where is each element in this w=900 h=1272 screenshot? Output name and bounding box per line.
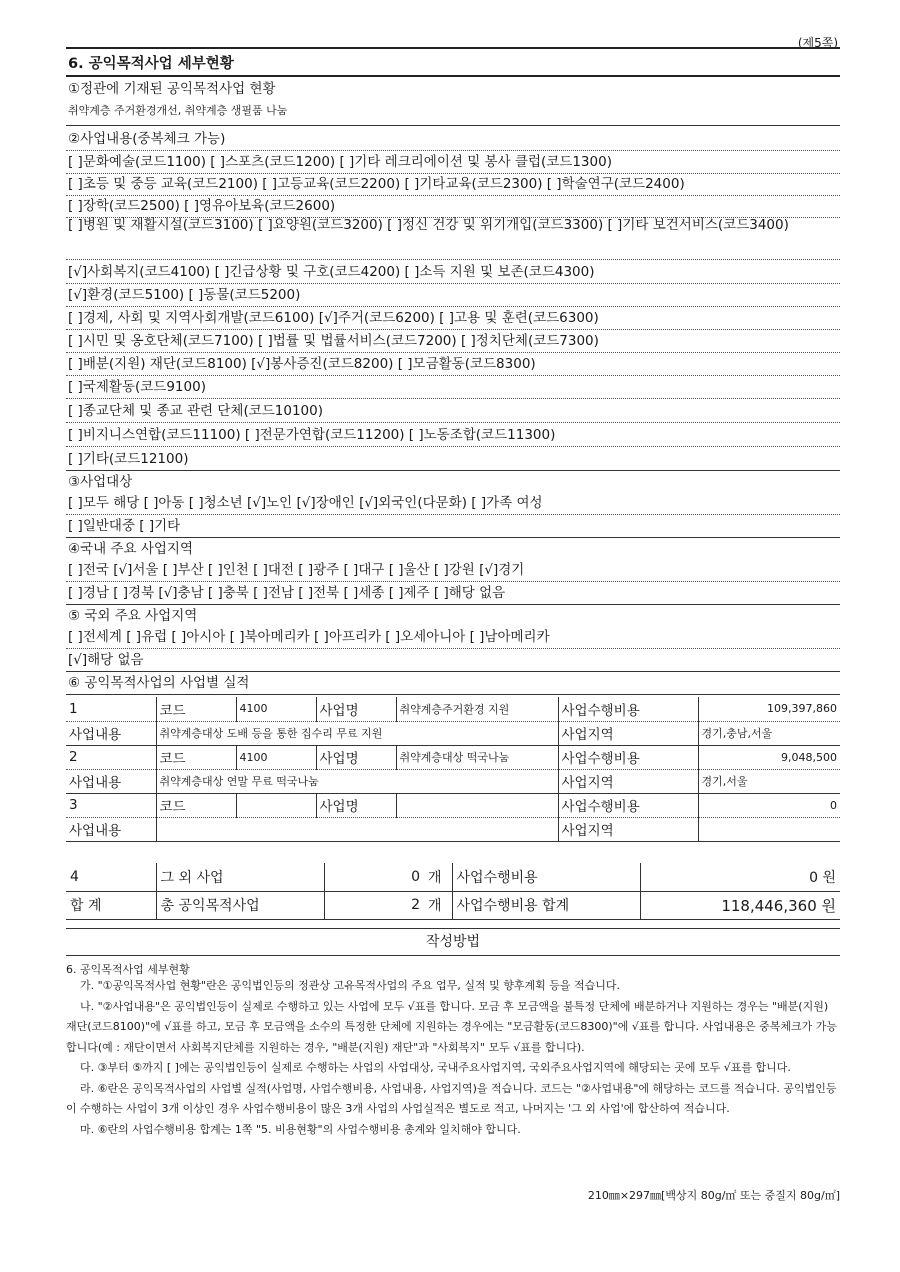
cost-header: 사업수행비용 bbox=[558, 793, 698, 817]
code-header: 코드 bbox=[156, 793, 236, 817]
target-line: [ ]모두 해당 [ ]아동 [ ]청소년 [√]노인 [√]장애인 [√]외국인(다문화) [ ]가족 여성 bbox=[66, 492, 840, 515]
table-row bbox=[66, 769, 840, 793]
business-line: [ ]초등 및 중등 교육(코드2100) [ ]고등교육(코드2200) [ ]기타교육(코드2300) [ ]학술연구(코드2400) bbox=[66, 173, 840, 196]
business-line: [ ]경제, 사회 및 지역사회개발(코드6100) [√]주거(코드6200) [ ]고용 및 훈련(코드6300) bbox=[66, 307, 840, 330]
business-line: [ ]병원 및 재활시설(코드3100) [ ]요양원(코드3200) [ ]정신 건강 및 위기개입(코드3300) [ ]기타 보건서비스(코드3400) bbox=[66, 214, 840, 260]
guide-paragraph: 마. ⑥란의 사업수행비용 합계는 1쪽 "5. 비용현황"의 사업수행비용 총계와 일치해야 합니다. bbox=[80, 1122, 521, 1136]
business-line: [√]환경(코드5100) [ ]동물(코드5200) bbox=[66, 284, 840, 307]
item-name: 취약계층대상 떡국나눔 bbox=[396, 745, 558, 769]
business-line: [ ]문화예술(코드1100) [ ]스포츠(코드1200) [ ]기타 레크리에이션 및 봉사 클럽(코드1300) bbox=[66, 151, 840, 174]
item-cost: 9,048,500 bbox=[698, 745, 840, 769]
guide-title: 작성방법 bbox=[66, 928, 840, 956]
s5-label: ⑤ 국외 주요 사업지역 bbox=[68, 608, 198, 624]
item-region bbox=[698, 817, 840, 841]
other-count: 0 bbox=[324, 863, 424, 891]
guide-paragraph: 다. ③부터 ⑤까지 [ ]에는 공익법인등이 실제로 수행하는 사업의 사업대상, 국내주요사업지역, 국외주요사업지역에 해당되는 곳에 모두 √표를 합니다. bbox=[80, 1061, 791, 1074]
name-header: 사업명 bbox=[316, 697, 396, 721]
item-content bbox=[156, 817, 558, 841]
item-region: 경기,충남,서울 bbox=[698, 721, 840, 745]
item-cost: 109,397,860 bbox=[698, 697, 840, 721]
content-header: 사업내용 bbox=[66, 721, 156, 745]
s1-text: 취약계층 주거환경개선, 취약계층 생필품 나눔 bbox=[66, 100, 840, 126]
other-label: 그 외 사업 bbox=[156, 863, 324, 891]
item-name bbox=[396, 793, 558, 817]
table-row bbox=[66, 745, 840, 769]
region-header: 사업지역 bbox=[558, 721, 698, 745]
item-code: 4100 bbox=[236, 697, 316, 721]
s1-label: ①정관에 기재된 공익목적사업 현황 bbox=[68, 81, 276, 97]
guide-paragraph: 라. ⑥란은 공익목적사업의 사업별 실적(사업명, 사업수행비용, 사업내용, 사업지역)을 적습니다. 코드는 "②사업내용"에 해당하는 코드를 적습니다. 공익법인등이 수행하는 사업이 3개 이상인 경우 사업수행비용이 많은 3개 사업의 사업실적은 별도로 적고, 나머지는 '그 외 사업'에 합산하여 적습니다. bbox=[66, 1081, 837, 1115]
total-business-label: 총 공익목적사업 bbox=[156, 891, 324, 919]
performance-table bbox=[66, 697, 840, 842]
total-count: 2 bbox=[324, 891, 424, 919]
code-header: 코드 bbox=[156, 745, 236, 769]
business-line: [ ]국제활동(코드9100) bbox=[66, 376, 840, 399]
business-line: [ ]배분(지원) 재단(코드8100) [√]봉사증진(코드8200) [ ]모금활동(코드8300) bbox=[66, 353, 840, 376]
section-title: 6. 공익목적사업 세부현황 bbox=[68, 56, 234, 72]
guide-body bbox=[66, 976, 840, 1140]
total-unit: 개 bbox=[424, 891, 452, 919]
table-row bbox=[66, 793, 840, 817]
s4-label: ④국내 주요 사업지역 bbox=[68, 541, 194, 557]
item-code bbox=[236, 793, 316, 817]
domestic-region-line: [ ]전국 [√]서울 [ ]부산 [ ]인천 [ ]대전 [ ]광주 [ ]대구 [ ]울산 [ ]강원 [√]경기 bbox=[66, 559, 840, 582]
region-header: 사업지역 bbox=[558, 769, 698, 793]
item-content: 취약계층대상 도배 등을 통한 집수리 무료 지원 bbox=[156, 721, 558, 745]
other-cost: 0 원 bbox=[640, 863, 840, 891]
guide-paragraph: 나. "②사업내용"은 공익법인등이 실제로 수행하고 있는 사업에 모두 √표를 합니다. 모금 후 모금액을 불특정 단체에 배분하거나 지원하는 경우는 "배분(지원) 재단(코드8100)"에 √표를 하고, 모금 후 모금액을 소수의 특정한 단체에 지원하는 경우에는 "모금활동(코드8300)"에 √표를 합니다. 사업내용은 중복체크가 가능합니다(예 : 재단이면서 사회복지단체를 지원하는 경우, "배분(지원) 재단"과 "사회복지" 모두 √표를 합니다). bbox=[66, 999, 837, 1054]
table-row bbox=[66, 891, 840, 919]
code-header: 코드 bbox=[156, 697, 236, 721]
total-label: 합 계 bbox=[66, 891, 156, 919]
paper-spec: 210㎜×297㎜[백상지 80g/㎡ 또는 중질지 80g/㎡] bbox=[587, 1189, 840, 1202]
section-title-bar bbox=[66, 47, 840, 77]
content-header: 사업내용 bbox=[66, 769, 156, 793]
guide-heading: 6. 공익목적사업 세부현황 bbox=[66, 963, 190, 976]
guide-paragraph: 가. "①공익목적사업 현황"란은 공익법인등의 정관상 고유목적사업의 주요 업무, 실적 및 향후계획 등을 적습니다. bbox=[80, 979, 620, 992]
other-unit: 개 bbox=[424, 863, 452, 891]
overseas-region-line: [ ]전세계 [ ]유럽 [ ]아시아 [ ]북아메리카 [ ]아프리카 [ ]오세아니아 [ ]남아메리카 bbox=[66, 626, 840, 649]
cost-header: 사업수행비용 bbox=[558, 745, 698, 769]
other-no: 4 bbox=[66, 863, 156, 891]
overseas-region-line: [√]해당 없음 bbox=[66, 649, 840, 672]
item-region: 경기,서울 bbox=[698, 769, 840, 793]
domestic-region-line: [ ]경남 [ ]경북 [√]충남 [ ]충북 [ ]전남 [ ]전북 [ ]세종 [ ]제주 [ ]해당 없음 bbox=[66, 582, 840, 605]
target-line: [ ]일반대중 [ ]기타 bbox=[66, 515, 840, 538]
table-row bbox=[66, 721, 840, 745]
page-number: (제5쪽) bbox=[797, 36, 838, 50]
item-code: 4100 bbox=[236, 745, 316, 769]
business-line: [ ]시민 및 옹호단체(코드7100) [ ]법률 및 법률서비스(코드7200) [ ]정치단체(코드7300) bbox=[66, 330, 840, 353]
business-line: [ ]기타(코드12100) bbox=[66, 448, 840, 471]
s2-label: ②사업내용(중복체크 가능) bbox=[66, 128, 840, 151]
item-content: 취약계층대상 연말 무료 떡국나눔 bbox=[156, 769, 558, 793]
name-header: 사업명 bbox=[316, 793, 396, 817]
cost-header: 사업수행비용 bbox=[558, 697, 698, 721]
item-cost: 0 bbox=[698, 793, 840, 817]
table-row bbox=[66, 697, 840, 721]
name-header: 사업명 bbox=[316, 745, 396, 769]
business-line: [ ]종교단체 및 종교 관련 단체(코드10100) bbox=[66, 400, 840, 423]
item-no: 1 bbox=[66, 697, 156, 721]
business-line: [√]사회복지(코드4100) [ ]긴급상황 및 구호(코드4200) [ ]소득 지원 및 보존(코드4300) bbox=[66, 261, 840, 284]
item-name: 취약계층주거환경 지원 bbox=[396, 697, 558, 721]
business-line: [ ]비지니스연합(코드11100) [ ]전문가연합(코드11200) [ ]노동조합(코드11300) bbox=[66, 424, 840, 447]
business-line: [ ]장학(코드2500) [ ]영유아보육(코드2600) bbox=[66, 195, 840, 218]
s3-label: ③사업대상 bbox=[68, 474, 133, 490]
s6-label: ⑥ 공익목적사업의 사업별 실적 bbox=[66, 672, 840, 695]
region-header: 사업지역 bbox=[558, 817, 698, 841]
summary-table bbox=[66, 863, 840, 920]
item-no: 3 bbox=[66, 793, 156, 817]
item-no: 2 bbox=[66, 745, 156, 769]
content-header: 사업내용 bbox=[66, 817, 156, 841]
table-row bbox=[66, 817, 840, 841]
other-cost-label: 사업수행비용 bbox=[452, 863, 640, 891]
total-cost-label: 사업수행비용 합계 bbox=[452, 891, 640, 919]
table-row bbox=[66, 863, 840, 891]
total-cost: 118,446,360 원 bbox=[640, 891, 840, 919]
